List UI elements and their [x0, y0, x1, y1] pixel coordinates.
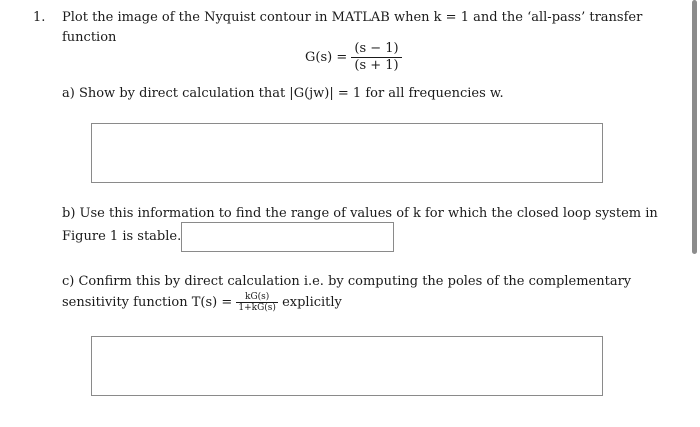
part-c-text-line1: c) Confirm this by direct calculation i.e. by computing the poles of the complementary: [62, 274, 632, 289]
part-c-answer-box[interactable]: [91, 336, 603, 396]
vertical-scrollbar[interactable]: [692, 0, 697, 254]
transfer-function-equation: [305, 42, 402, 73]
part-c-suffix: explicitly: [282, 295, 342, 310]
part-b-answer-box[interactable]: [181, 222, 394, 252]
sensitivity-fraction: [236, 292, 278, 313]
equation-lhs: G(s) =: [305, 50, 348, 65]
question-text-line2: function: [62, 30, 117, 45]
sensitivity-denominator: 1+kG(s): [238, 303, 276, 313]
equation-denominator: (s + 1): [354, 58, 399, 73]
part-a-text: a) Show by direct calculation that |G(jw)| = 1 for all frequencies w.: [62, 86, 504, 101]
equation-fraction: [351, 42, 401, 73]
part-c-text-line2: [62, 292, 342, 313]
question-text-line1: Plot the image of the Nyquist contour in MATLAB when k = 1 and the ‘all-pass’ transfer: [62, 10, 643, 25]
equation-numerator: (s − 1): [351, 42, 401, 58]
question-number: 1.: [33, 10, 46, 25]
part-c-prefix: sensitivity function T(s) =: [62, 295, 233, 310]
part-a-answer-box[interactable]: [91, 123, 603, 183]
part-b-text-line1: b) Use this information to find the range of values of k for which the closed loop system in: [62, 206, 658, 221]
part-b-text-line2: Figure 1 is stable.: [62, 229, 182, 244]
sensitivity-numerator: kG(s): [236, 292, 278, 303]
